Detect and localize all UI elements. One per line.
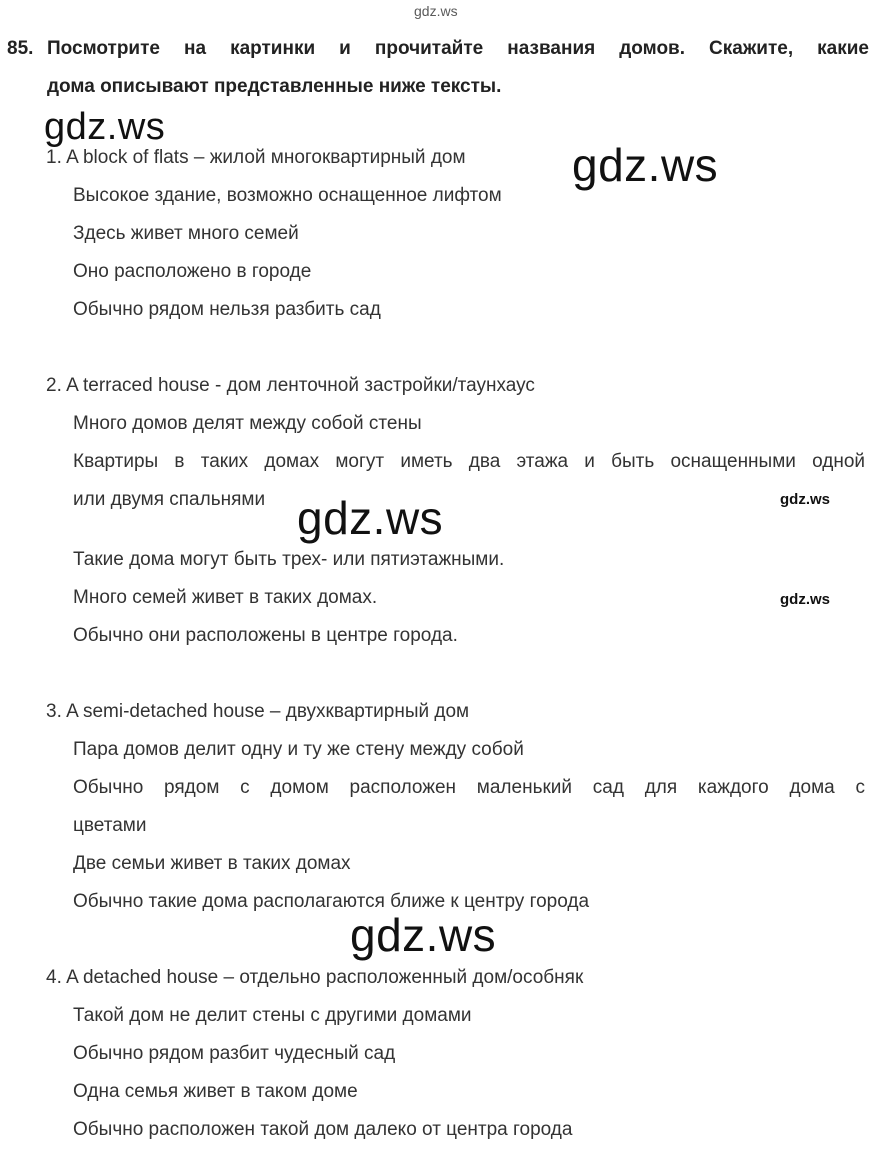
list-item: цветами bbox=[73, 815, 147, 836]
list-item: Обычно расположен такой дом далеко от центра города bbox=[73, 1119, 573, 1140]
section-heading: 2. A terraced house - дом ленточной застройки/таунхаус bbox=[46, 375, 535, 396]
watermark-small: gdz.ws bbox=[780, 491, 831, 508]
task-text-line2: дома описывают представленные ниже тексты. bbox=[47, 76, 502, 97]
watermark-large: gdz.ws bbox=[350, 909, 497, 961]
task-number: 85. bbox=[7, 38, 34, 59]
list-item: Здесь живет много семей bbox=[73, 223, 299, 244]
section-heading: 3. A semi-detached house – двухквартирный дом bbox=[46, 701, 470, 722]
section-heading: 4. A detached house – отдельно расположенный дом/особняк bbox=[46, 967, 584, 988]
list-item: Высокое здание, возможно оснащенное лифтом bbox=[73, 185, 502, 206]
task-text-line1: Посмотрите на картинки и прочитайте названия домов. Скажите, какие bbox=[47, 38, 869, 59]
watermark-small: gdz.ws bbox=[780, 591, 831, 608]
watermark-large: gdz.ws bbox=[297, 492, 444, 544]
list-item: Много домов делят между собой стены bbox=[73, 413, 422, 434]
list-item: Обычно такие дома располагаются ближе к центру города bbox=[73, 891, 590, 912]
list-item: Такие дома могут быть трех- или пятиэтажными. bbox=[73, 549, 505, 570]
list-item: Обычно рядом с домом расположен маленький сад для каждого дома с bbox=[73, 777, 865, 798]
list-item: Две семьи живет в таких домах bbox=[73, 853, 351, 874]
watermark-large: gdz.ws bbox=[572, 139, 719, 191]
list-item: Такой дом не делит стены с другими домами bbox=[73, 1005, 472, 1026]
list-item: Одна семья живет в таком доме bbox=[73, 1081, 358, 1102]
list-item: Обычно они расположены в центре города. bbox=[73, 625, 458, 646]
list-item: Много семей живет в таких домах. bbox=[73, 587, 378, 608]
list-item: Обычно рядом разбит чудесный сад bbox=[73, 1043, 396, 1064]
section-heading: 1. A block of flats – жилой многоквартирный дом bbox=[46, 147, 466, 168]
task-instruction bbox=[7, 30, 869, 106]
watermark-large: gdz.ws bbox=[44, 106, 166, 148]
list-item: или двумя спальнями bbox=[73, 489, 266, 510]
list-item: Оно расположено в городе bbox=[73, 261, 312, 282]
list-item: Обычно рядом нельзя разбить сад bbox=[73, 299, 381, 320]
watermark-top: gdz.ws bbox=[414, 3, 458, 19]
list-item: Квартиры в таких домах могут иметь два этажа и быть оснащенными одной bbox=[73, 451, 865, 472]
list-item: Пара домов делит одну и ту же стену между собой bbox=[73, 739, 524, 760]
